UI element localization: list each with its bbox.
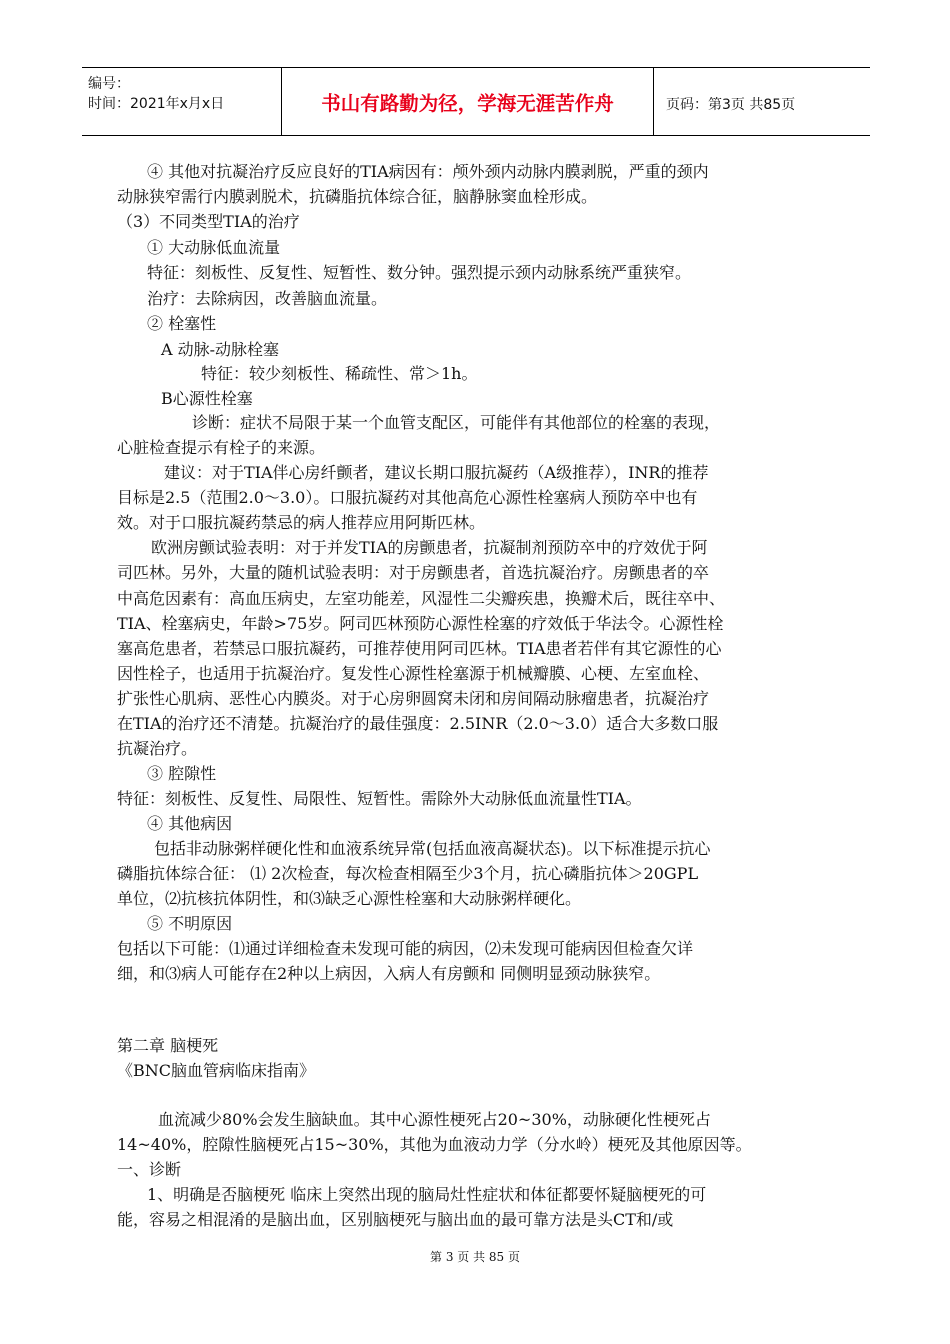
chapter-heading: 第二章 脑梗死 (117, 1036, 219, 1055)
text-line: 司匹林。另外，大量的随机试验表明：对于房颤患者，首选抗凝治疗。房颤患者的卒 (117, 563, 710, 582)
header-page-info: 页码：第3页 共85页 (666, 97, 796, 113)
text-line: ③ 腔隙性 (147, 764, 217, 783)
text-line: 在TIA的治疗还不清楚。抗凝治疗的最佳强度：2.5INR（2.0～3.0）适合大多数口服 (117, 714, 719, 733)
text-line: 1、明确是否脑梗死 临床上突然出现的脑局灶性症状和体征都要怀疑脑梗死的可 (147, 1185, 707, 1204)
text-line: 建议：对于TIA伴心房纤颤者，建议长期口服抗凝药（A级推荐），INR的推荐 (164, 463, 709, 482)
text-line: ⑤ 不明原因 (147, 914, 233, 933)
text-line: A 动脉-动脉栓塞 (161, 340, 280, 359)
text-line: 单位，⑵抗核抗体阴性，和⑶缺乏心源性栓塞和大动脉粥样硬化。 (117, 889, 582, 908)
document-time: 时间：2021年x月x日 (88, 96, 225, 112)
text-line: 目标是2.5（范围2.0～3.0）。口服抗凝药对其他高危心源性栓塞病人预防卒中也有 (117, 488, 698, 507)
section-heading: 一、诊断 (117, 1160, 182, 1179)
text-line: 中高危因素有：高血压病史，左室功能差，风湿性二尖瓣疾患，换瓣术后，既往卒中、 (117, 589, 726, 608)
text-line: TIA、栓塞病史，年龄>75岁。阿司匹林预防心源性栓塞的疗效低于华法令。心源性栓 (117, 614, 724, 633)
text-line: 14~40%，腔隙性脑梗死占15~30%，其他为血液动力学（分水岭）梗死及其他原因等。 (117, 1135, 752, 1154)
text-line: 抗凝治疗。 (117, 739, 198, 758)
text-line: 能，容易之相混淆的是脑出血，区别脑梗死与脑出血的最可靠方法是头CT和/或 (117, 1210, 674, 1229)
text-line: 塞高危患者，若禁忌口服抗凝药，可推荐使用阿司匹林。TIA患者若伴有其它源性的心 (117, 639, 722, 658)
text-line: ① 大动脉低血流量 (147, 238, 281, 257)
text-line: 诊断：症状不局限于某一个血管支配区，可能伴有其他部位的栓塞的表现， (192, 413, 721, 432)
text-line: 包括非动脉粥样硬化性和血液系统异常(包括血液高凝状态)。以下标准提示抗心 (154, 839, 711, 858)
text-line: 特征：刻板性、反复性、局限性、短暂性。需除外大动脉低血流量性TIA。 (117, 789, 642, 808)
text-line: ④ 其他对抗凝治疗反应良好的TIA病因有：颅外颈内动脉内膜剥脱，严重的颈内 (147, 162, 709, 181)
text-line: 特征：刻板性、反复性、短暂性、数分钟。强烈提示颈内动脉系统严重狭窄。 (147, 263, 692, 282)
header-motto: 书山有路勤为径，学海无涯苦作舟 (282, 68, 654, 135)
text-line: 因性栓子，也适用于抗凝治疗。复发性心源性栓塞源于机械瓣膜、心梗、左室血栓、 (117, 664, 710, 683)
page-footer: 第 3 页 共 85 页 (430, 1250, 520, 1264)
text-line: 欧洲房颤试验表明：对于并发TIA的房颤患者，抗凝制剂预防卒中的疗效优于阿 (151, 538, 708, 557)
text-line: （3）不同类型TIA的治疗 (117, 212, 300, 231)
text-line: B心源性栓塞 (161, 389, 253, 408)
text-line: 动脉狭窄需行内膜剥脱术，抗磷脂抗体综合征，脑静脉窦血栓形成。 (117, 187, 598, 206)
document-number: 编号： (88, 76, 130, 92)
text-line: 血流减少80%会发生脑缺血。其中心源性梗死占20~30%，动脉硬化性梗死占 (158, 1110, 711, 1129)
page-header (82, 67, 870, 136)
text-line: 心脏检查提示有栓子的来源。 (117, 438, 326, 457)
text-line: ④ 其他病因 (147, 814, 233, 833)
text-line: ② 栓塞性 (147, 314, 217, 333)
text-line: 效。对于口服抗凝药禁忌的病人推荐应用阿斯匹林。 (117, 513, 486, 532)
text-line: 包括以下可能：⑴通过详细检查未发现可能的病因，⑵未发现可能病因但检查欠详 (117, 939, 694, 958)
header-meta-cell (82, 68, 282, 135)
text-line: 细，和⑶病人可能存在2种以上病因，入病人有房颤和 同侧明显颈动脉狭窄。 (117, 964, 661, 983)
guideline-title: 《BNC脑血管病临床指南》 (117, 1061, 316, 1080)
text-line: 治疗：去除病因，改善脑血流量。 (147, 289, 388, 308)
text-line: 磷脂抗体综合征： ⑴ 2次检查，每次检查相隔至少3个月，抗心磷脂抗体＞20GPL (117, 864, 699, 883)
text-line: 扩张性心肌病、恶性心内膜炎。对于心房卵圆窝未闭和房间隔动脉瘤患者，抗凝治疗 (117, 689, 710, 708)
text-line: 特征：较少刻板性、稀疏性、常＞1h。 (201, 364, 478, 383)
